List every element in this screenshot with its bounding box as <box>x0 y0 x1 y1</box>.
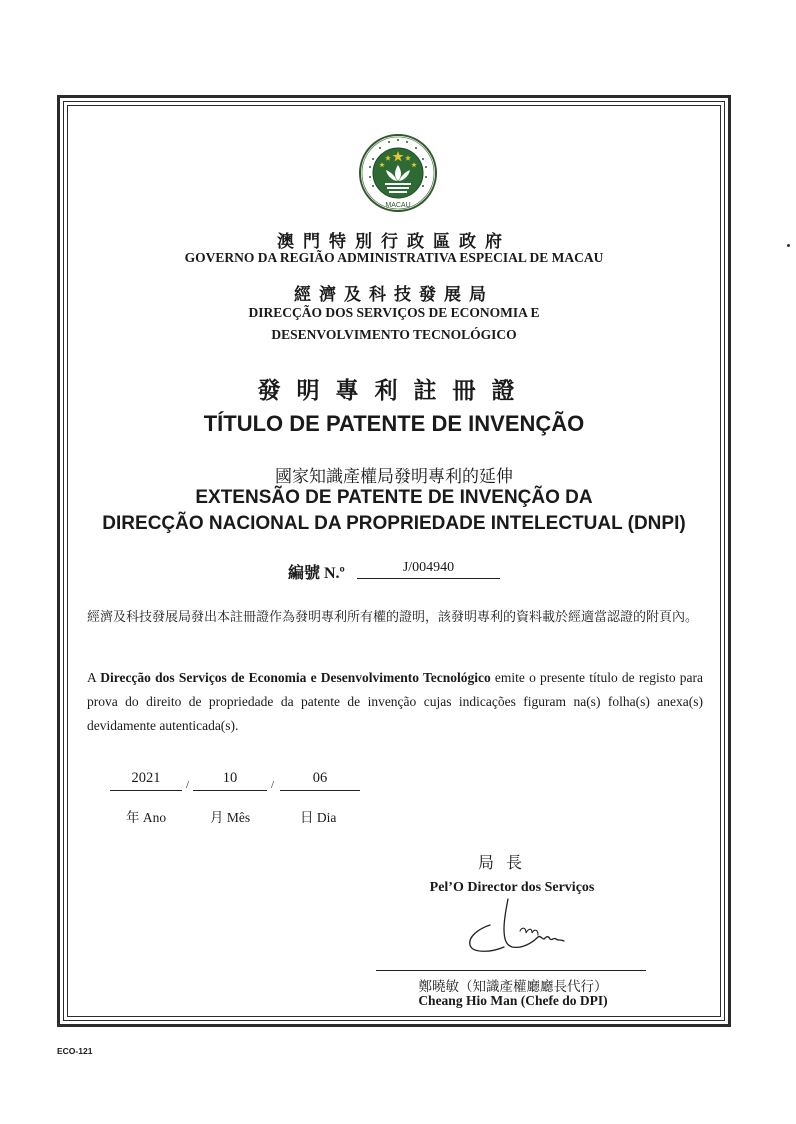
scan-speck <box>787 244 790 247</box>
date-year-label: 年 Ano <box>126 810 167 825</box>
date-separator: / <box>271 779 275 791</box>
department-name-portuguese-line1: DIRECÇÃO DOS SERVIÇOS DE ECONOMIA E <box>248 305 540 320</box>
signatory-title-portuguese: Pel’O Director dos Serviços <box>429 880 595 895</box>
body-paragraph-chinese: 經濟及科技發展局發出本註冊證作為發明專利所有權的證明，該發明專利的資料載於經適當認證的附頁內。 <box>87 610 699 625</box>
date-day-label: 日 Dia <box>300 810 337 825</box>
body-pt-text: emite o presente título de registo para prova do direito de propriedade da patente de invenção cujas indicações figuram na(s) folha(s) anexa(s) devidamente autenticada(s). <box>87 670 703 733</box>
certificate-title-portuguese: TÍTULO DE PATENTE DE INVENÇÃO <box>203 411 585 436</box>
body-pt-prefix: A <box>87 670 101 685</box>
emblem-label: MACAU <box>385 202 411 209</box>
date-year-value: 2021 <box>110 770 182 791</box>
government-name-portuguese: GOVERNO DA REGIÃO ADMINISTRATIVA ESPECIAL DE MACAU <box>184 250 604 265</box>
certificate-title-chinese: 發明專利註冊證 <box>257 378 531 404</box>
signature-line <box>376 970 646 971</box>
date-separator: / <box>186 779 190 791</box>
signatory-title-chinese: 局長 <box>478 853 535 872</box>
department-name-chinese: 經濟及科技發展局 <box>294 285 494 305</box>
extension-title-portuguese-line2: DIRECÇÃO NACIONAL DA PROPRIEDADE INTELECTUAL (DNPI) <box>102 513 686 534</box>
patent-number-label: 編號 N.º <box>288 565 345 582</box>
signer-name-portuguese: Cheang Hio Man (Chefe do DPI) <box>418 993 608 1008</box>
date-day-value: 06 <box>280 770 360 791</box>
government-name-chinese: 澳門特別行政區政府 <box>277 232 511 252</box>
body-pt-department: Direcção dos Serviços de Economia e Desenvolvimento Tecnológico <box>100 670 491 685</box>
extension-title-chinese: 國家知識產權局發明專利的延伸 <box>275 467 513 487</box>
patent-number-value: J/004940 <box>357 560 500 579</box>
department-name-portuguese-line2: DESENVOLVIMENTO TECNOLÓGICO <box>271 327 517 342</box>
signer-name-chinese: 鄭曉敏（知識產權廳廳長代行） <box>418 979 608 995</box>
handwritten-signature <box>460 895 570 957</box>
form-code: ECO-121 <box>57 1046 93 1056</box>
body-paragraph-portuguese <box>87 666 703 738</box>
date-month-value: 10 <box>193 770 267 791</box>
macau-emblem-icon <box>358 133 438 213</box>
date-month-label: 月 Mês <box>210 810 251 825</box>
extension-title-portuguese-line1: EXTENSÃO DE PATENTE DE INVENÇÃO DA <box>195 487 593 508</box>
